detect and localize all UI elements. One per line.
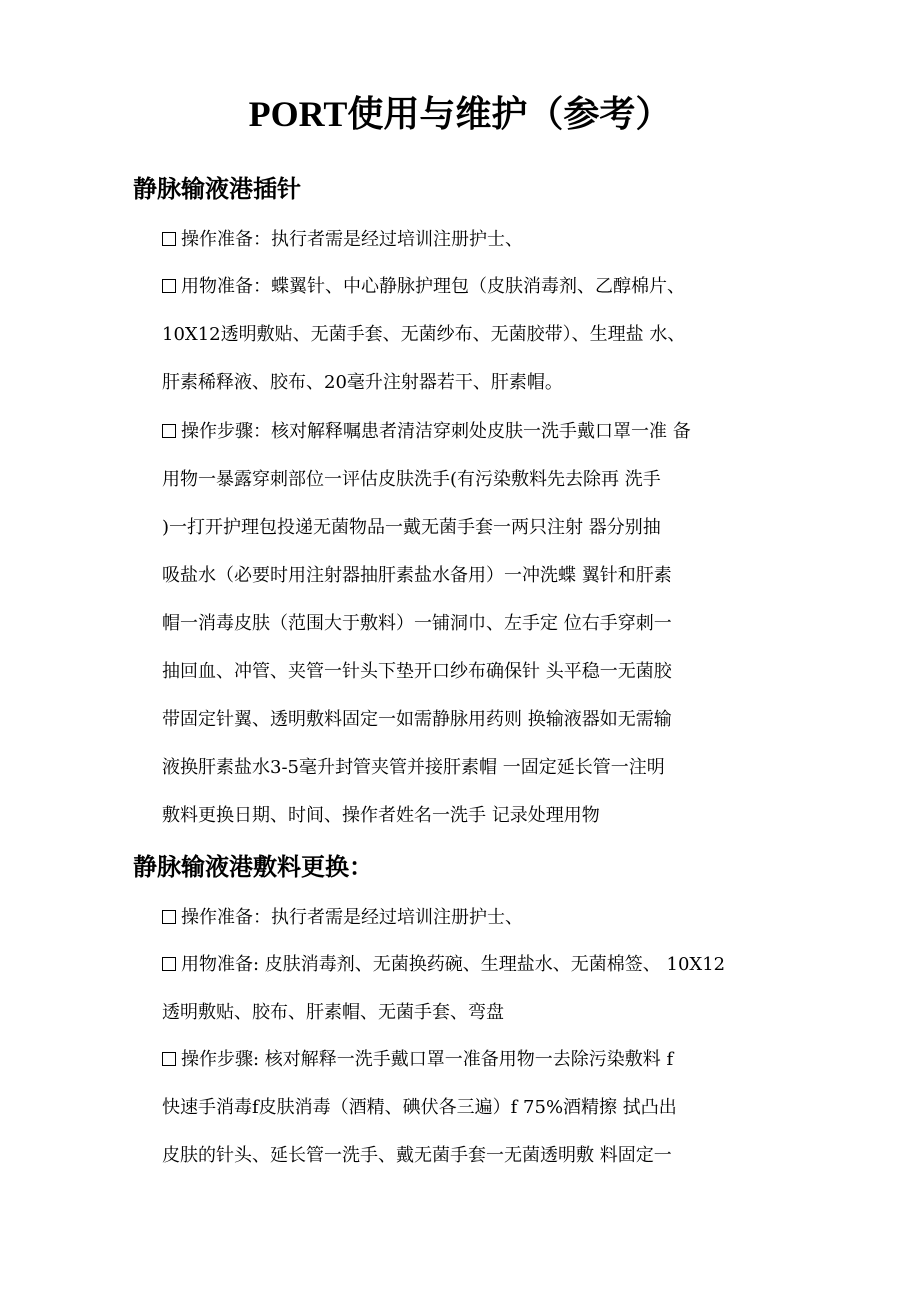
item-line: 用物一暴露穿刺部位一评估皮肤洗手(有污染敷料先去除再 洗手 [162,469,661,490]
item-line: 操作准备：执行者需是经过培训注册护士、 [181,229,523,250]
item-line: 肝素稀释液、胶布、20毫升注射器若干、肝素帽。 [162,372,563,393]
item-line: 快速手消毒f皮肤消毒（酒精、碘伏各三遍）f 75%酒精擦 拭凸出 [162,1097,677,1118]
list-item-operation-steps [162,408,802,840]
item-line: 吸盐水（必要时用注射器抽肝素盐水备用）一冲洗蝶 翼针和肝素 [162,565,672,586]
item-line: 操作准备：执行者需是经过培训注册护士、 [181,907,523,928]
checkbox-icon [162,424,176,438]
checkbox-icon [162,957,176,971]
page-title: PORT使用与维护（参考） [248,94,672,134]
item-line: 用物准备：蝶翼针、中心静脉护理包（皮肤消毒剂、乙醇棉片、 [181,276,685,297]
item-line: 10X12透明敷贴、无菌手套、无菌纱布、无菌胶带）、生理盐 水、 [162,324,686,345]
list-item-supplies-prep [162,941,802,1037]
section-heading-dressing-change: 静脉输液港敷料更换： [133,852,373,881]
section-heading-port-insertion: 静脉输液港插针 [133,174,301,203]
item-line: 带固定针翼、透明敷料固定一如需静脉用药则 换输液器如无需输 [162,709,672,730]
item-line: 皮肤的针头、延长管一洗手、戴无菌手套一无菌透明敷 料固定一 [162,1145,672,1166]
item-line: 帽一消毒皮肤（范围大于敷料）一铺洞巾、左手定 位右手穿刺一 [162,613,672,634]
list-item-operation-prep [162,216,802,264]
item-line: 操作步骤：核对解释嘱患者清洁穿刺处皮肤一洗手戴口罩一准 备 [181,421,691,442]
item-line: )一打开护理包投递无菌物品一戴无菌手套一两只注射 器分别抽 [162,517,661,538]
checkbox-icon [162,232,176,246]
item-line: 抽回血、冲管、夹管一针头下垫开口纱布确保针 头平稳一无菌胶 [162,661,672,682]
checkbox-icon [162,910,176,924]
item-line: 用物准备: 皮肤消毒剂、无菌换药碗、生理盐水、无菌棉签、 10X12 [181,954,726,975]
checkbox-icon [162,279,176,293]
item-line: 敷料更换日期、时间、操作者姓名一洗手 记录处理用物 [162,805,600,826]
list-item-supplies-prep [162,263,802,407]
checkbox-icon [162,1052,176,1066]
list-item-operation-prep [162,894,802,942]
list-item-operation-steps [162,1036,802,1180]
item-line: 透明敷贴、胶布、肝素帽、无菌手套、弯盘 [162,1002,504,1023]
item-line: 液换肝素盐水3-5毫升封管夹管并接肝素帽 一固定延长管一注明 [162,757,665,778]
item-line: 操作步骤: 核对解释一洗手戴口罩一准备用物一去除污染敷料 f [181,1049,674,1070]
